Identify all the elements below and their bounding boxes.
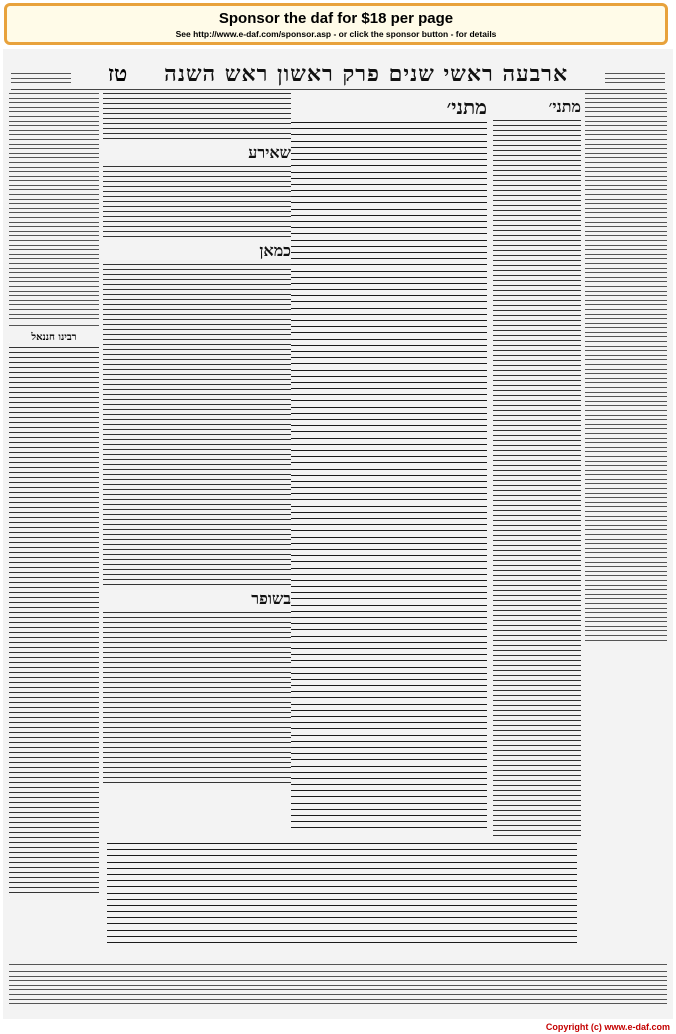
tosafot-column [103, 93, 291, 839]
tosafot-text-mid [103, 166, 291, 237]
tosafot-text-top [103, 93, 291, 139]
page-header [11, 53, 665, 87]
mishna-label-rashi: מתני׳ [548, 97, 581, 116]
bottom-notes-text [9, 971, 667, 1004]
rabbeinu-chananel-heading: רבינו חננאל [31, 332, 77, 344]
right-margin-text [585, 93, 667, 641]
gemara-text [291, 122, 487, 828]
sponsor-title[interactable]: Sponsor the daf for $18 per page [218, 10, 454, 27]
rashi-column [493, 93, 581, 839]
right-margin-column [585, 93, 667, 959]
tosafot-text-bottom [103, 612, 291, 783]
left-margin-refs [9, 93, 99, 319]
bashofar-label: בשופר [251, 589, 291, 608]
right-margin-head [605, 73, 665, 87]
page-number: טז [107, 61, 128, 87]
bottom-notes [9, 964, 667, 1013]
kaman-label: כמאן [259, 241, 291, 260]
rabbeinu-chananel-text [9, 347, 99, 893]
chananel-divider [9, 325, 99, 326]
talmud-page-scan [3, 49, 673, 1019]
shaira-label: שאירע [248, 143, 291, 162]
rashi-text [493, 120, 581, 839]
tractate-title: ארבעה ראשי שנים פרק ראשון ראש השנה [164, 61, 569, 87]
header-rule [11, 89, 665, 90]
copyright-link[interactable]: Copyright (c) www.e-daf.com [545, 1022, 670, 1032]
sponsor-subtitle[interactable]: See http://www.e-daf.com/sponsor.asp - or click the sponsor button - for details [175, 29, 497, 39]
sponsor-banner[interactable] [4, 3, 668, 45]
gemara-continuation-text [107, 843, 577, 943]
gemara-continuation [107, 843, 577, 959]
left-margin-head [11, 73, 71, 87]
gemara-column [291, 93, 487, 839]
left-margin-column [9, 93, 99, 959]
mishna-label-main: מתני׳ [446, 95, 487, 119]
tosafot-text-lower [103, 264, 291, 585]
